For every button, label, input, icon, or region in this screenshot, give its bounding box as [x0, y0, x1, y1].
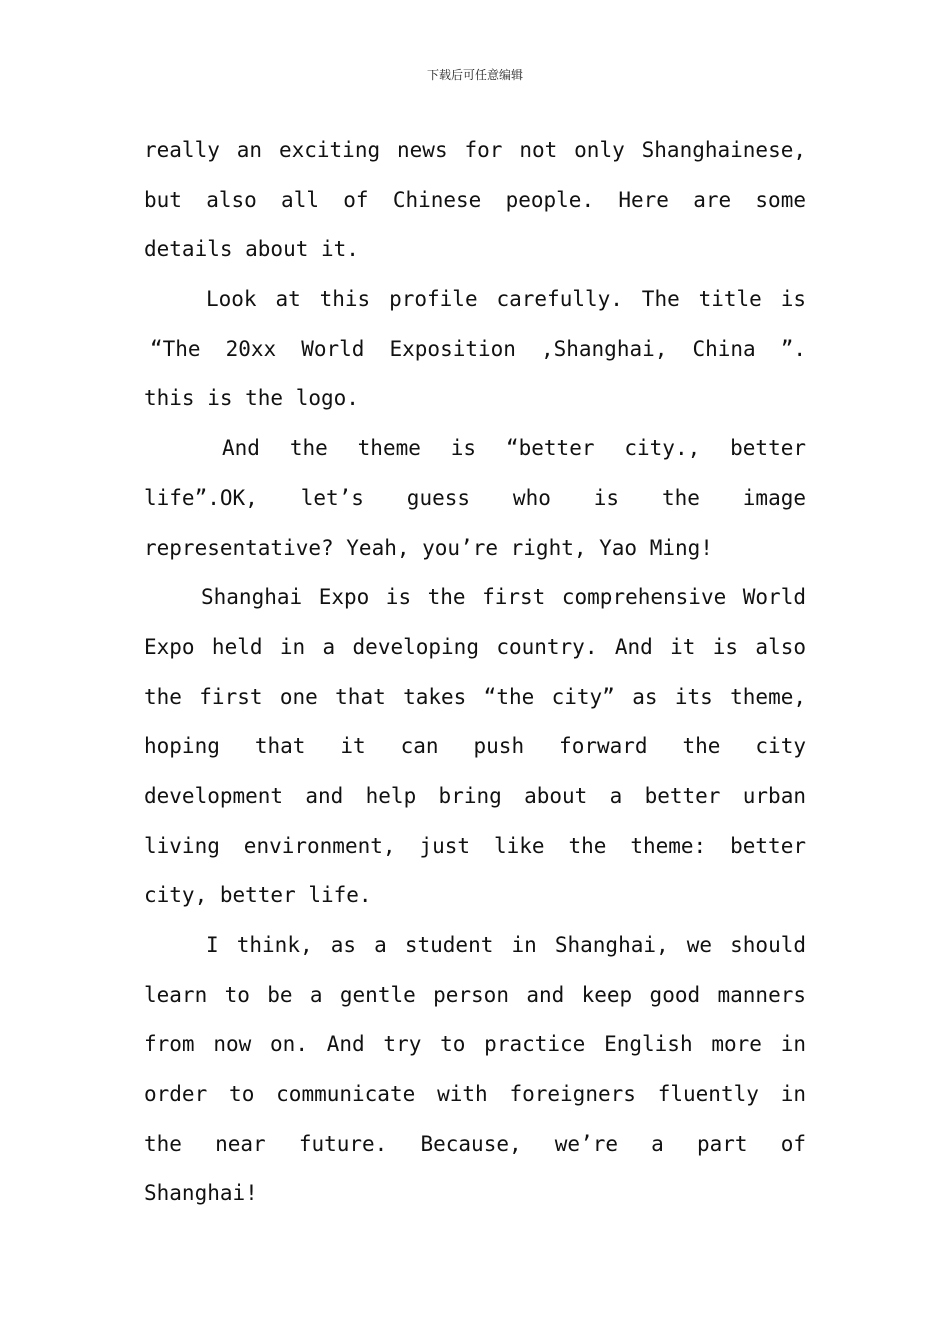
paragraph-start-line: Shanghai Expo is the first comprehensive World: [201, 585, 806, 610]
text-line: “The 20xx World Exposition ,Shanghai, China ”.: [150, 336, 806, 361]
text-line: the first one that takes “the city” as its theme,: [144, 684, 806, 709]
text-line: the near future. Because, we’re a part of: [144, 1131, 806, 1156]
text-line: life”.OK, let’s guess who is the image: [144, 485, 806, 510]
paragraph-start-line: I think, as a student in Shanghai, we should: [206, 933, 806, 957]
text-line: from now on. And try to practice English more in: [144, 1032, 806, 1057]
text-line: really an exciting news for not only Shanghainese,: [144, 138, 806, 162]
text-line: representative? Yeah, you’re right, Yao Ming!: [144, 535, 713, 560]
text-line: details about it.: [144, 237, 359, 262]
text-line: Expo held in a developing country. And it is also: [144, 634, 806, 659]
text-line: city, better life.: [144, 883, 372, 908]
paragraph-start-line: And the theme is “better city., better: [222, 436, 806, 461]
text-line: learn to be a gentle person and keep good manners: [144, 982, 806, 1007]
text-line: this is the logo.: [144, 386, 359, 411]
page-header: 下载后可任意编辑: [426, 68, 523, 82]
text-line: order to communicate with foreigners fluently in: [144, 1082, 806, 1107]
text-line: but also all of Chinese people. Here are some: [144, 187, 806, 212]
text-line: development and help bring about a better urban: [144, 783, 806, 808]
text-line: living environment, just like the theme: better: [144, 833, 806, 858]
text-line: Shanghai!: [144, 1181, 258, 1206]
paragraph-start-line: Look at this profile carefully. The title is: [206, 287, 806, 312]
text-line: hoping that it can push forward the city: [144, 734, 806, 759]
document-body: [144, 128, 806, 1221]
